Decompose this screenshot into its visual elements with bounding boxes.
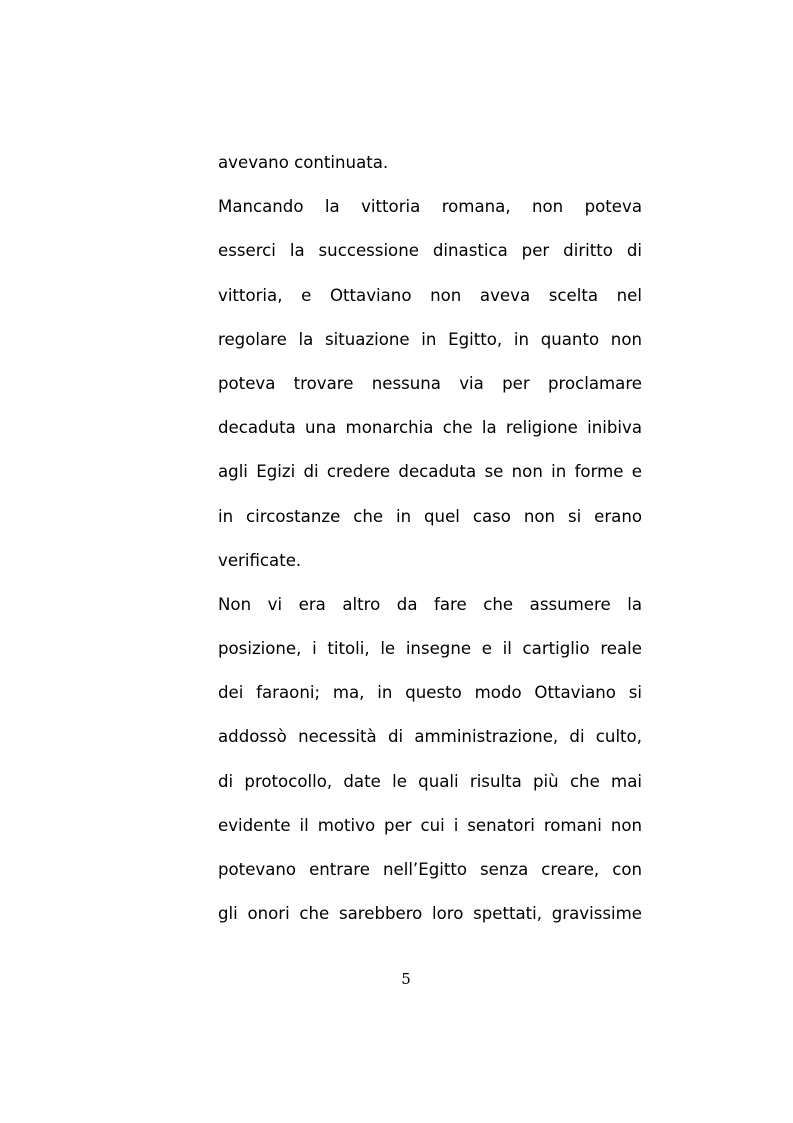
- page-number: 5: [401, 970, 411, 988]
- text-line: di protocollo, date le quali risulta più che mai: [218, 771, 642, 791]
- text-line: posizione, i titoli, le insegne e il cartiglio reale: [218, 639, 642, 659]
- text-line: potevano entrare nell’Egitto senza creare, con: [218, 860, 642, 879]
- text-line: regolare la situazione in Egitto, in quanto non: [218, 329, 642, 349]
- text-line: verificate.: [218, 550, 302, 570]
- text-line: Non vi era altro da fare che assumere la: [218, 594, 642, 614]
- text-line: Mancando la vittoria romana, non poteva: [218, 197, 642, 217]
- text-line: vittoria, e Ottaviano non aveva scelta nel: [218, 285, 642, 305]
- text-line: evidente il motivo per cui i senatori romani non: [218, 815, 642, 835]
- text-line: dei faraoni; ma, in questo modo Ottaviano si: [218, 683, 642, 703]
- text-line: decaduta una monarchia che la religione inibiva: [218, 418, 642, 438]
- text-line: poteva trovare nessuna via per proclamare: [218, 373, 642, 393]
- text-line: addossò necessità di amministrazione, di culto,: [218, 727, 642, 747]
- text-line: gli onori che sarebbero loro spettati, gravissime: [218, 904, 642, 924]
- text-line: in circostanze che in quel caso non si erano: [218, 506, 642, 526]
- text-line: avevano continuata.: [218, 153, 389, 172]
- text-line: esserci la successione dinastica per diritto di: [218, 241, 642, 261]
- body-text: [218, 146, 642, 941]
- text-line: agli Egizi di credere decaduta se non in forme e: [218, 462, 642, 482]
